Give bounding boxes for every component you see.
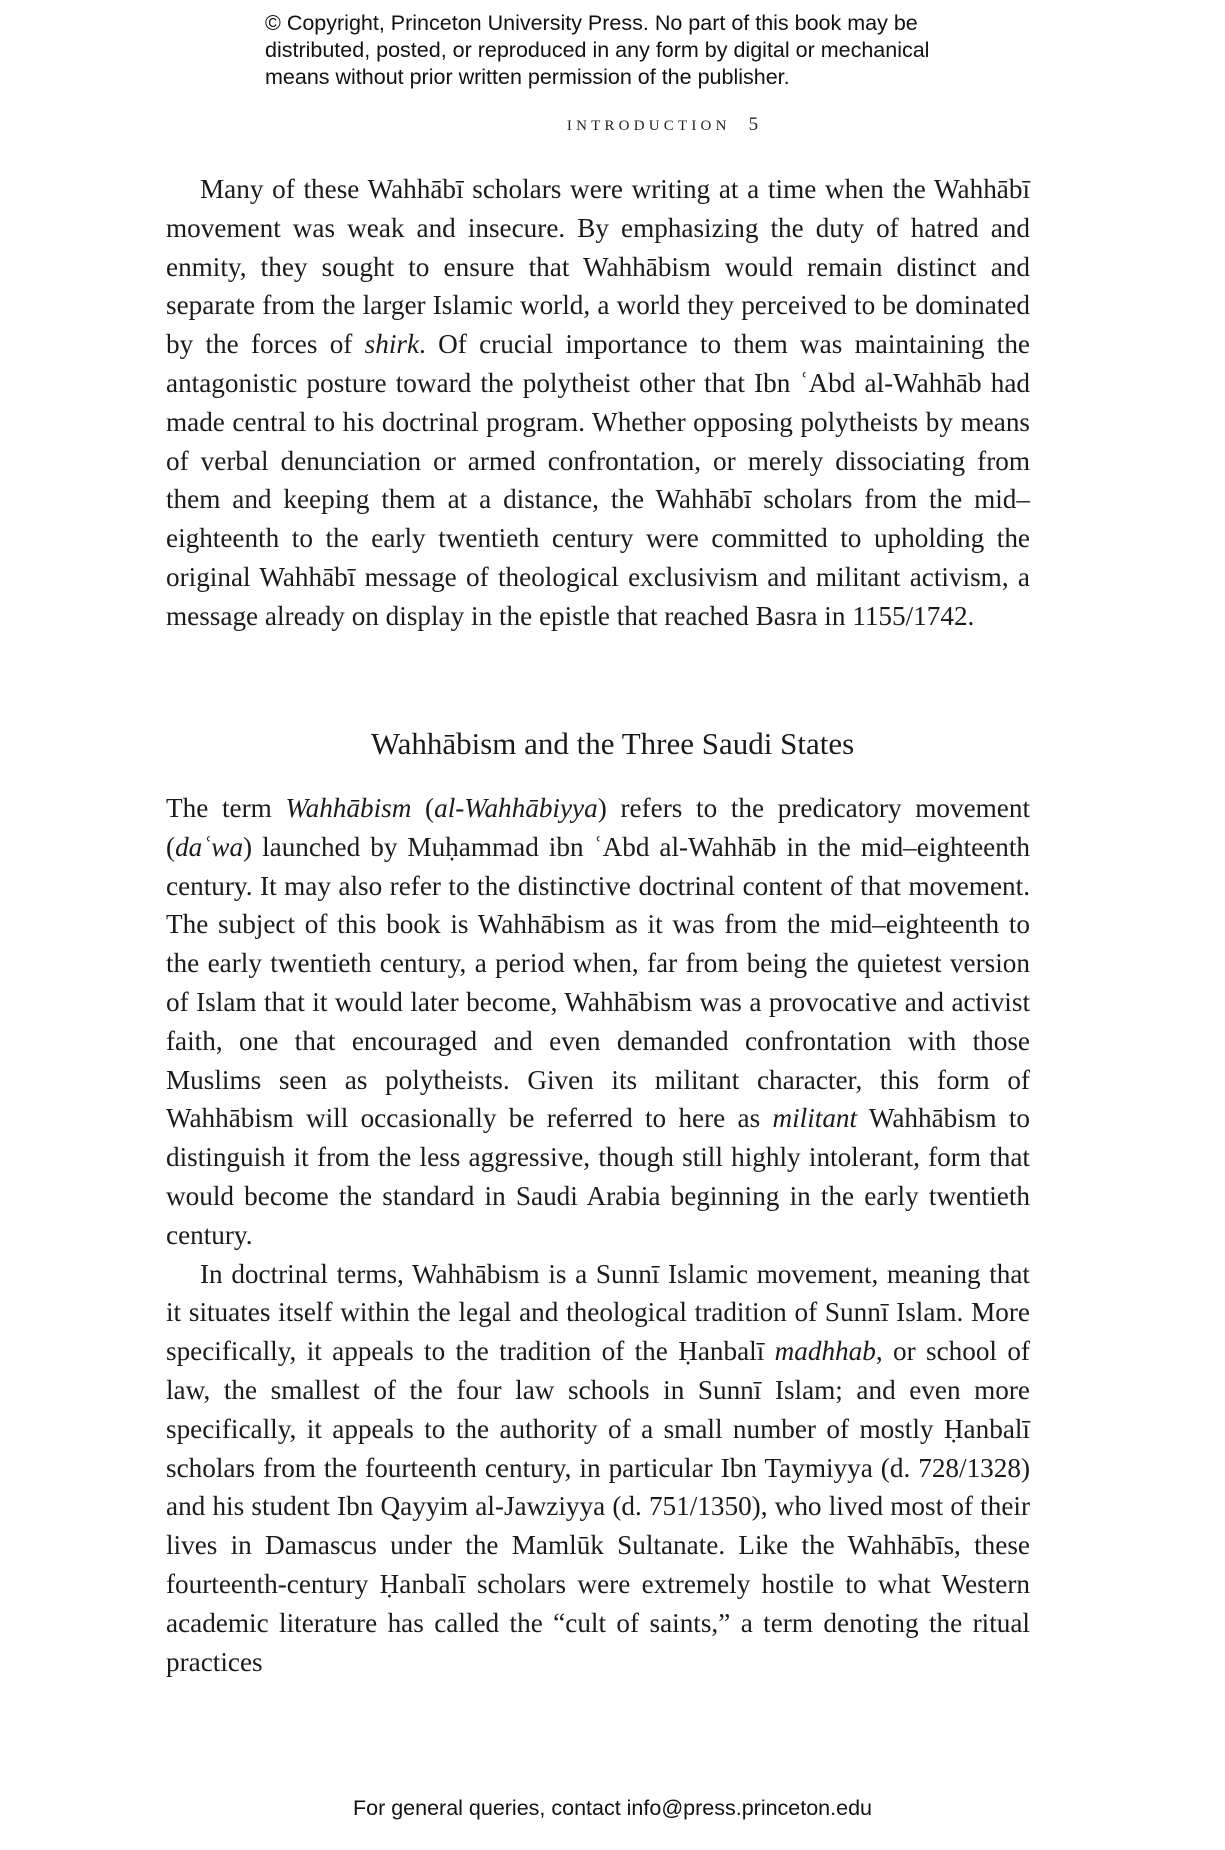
italic-term: al-Wahhābiyya bbox=[434, 793, 598, 823]
paragraph-2 bbox=[166, 789, 1030, 1255]
running-head bbox=[0, 114, 1225, 136]
body-text-bottom bbox=[166, 789, 1030, 1681]
italic-term: militant bbox=[772, 1103, 858, 1134]
running-head-title: INTRODUCTION bbox=[566, 118, 731, 134]
page-number: 5 bbox=[748, 114, 759, 135]
contact-footer: For general queries, contact info@press.princeton.edu bbox=[352, 1796, 872, 1820]
text-run: Wahhābism to distinguish it from the less aggressive, though still highly intolerant, form that would become the standard in Saudi Arabia beginning in the early twentieth century. bbox=[166, 1103, 1030, 1250]
text-run: In doctrinal terms, Wahhābism is a Sunnī Islamic movement, meaning that it situates itself within the legal and theological tradition of Sunnī Islam. More specifically, it appeals to the tradition of the Ḥanbalī bbox=[166, 1258, 1030, 1367]
section-heading: Wahhābism and the Three Saudi States bbox=[370, 726, 855, 761]
body-text-top bbox=[166, 170, 1030, 636]
text-run: ( bbox=[411, 793, 435, 823]
paragraph-1 bbox=[166, 170, 1030, 636]
text-run: ) launched by Muḥammad ibn ʿAbd al-Wahhāb in the mid–eighteenth century. It may also refer to the distinctive doctrinal content of that movement. The subject of this book is Wahhābism as it was from the mid–eighteenth to the early twentieth century, a period when, far from being the quietest version of Islam that it would later become, Wahhābism was a provocative and activist faith, one that encouraged and even demanded confrontation with those Muslims seen as polytheists. Given its militant character, this form of Wahhābism will occasionally be referred to here as bbox=[166, 831, 1030, 1134]
text-run: Many of these Wahhābī scholars were writing at a time when the Wahhābī movement was weak and insecure. By emphasizing the duty of hatred and enmity, they sought to ensure that Wahhābism would remain distinct and separate from the larger Islamic world, a world they perceived to be dominated by the forces of bbox=[166, 174, 1030, 360]
italic-term: shirk bbox=[364, 329, 420, 360]
italic-term: madhhab bbox=[774, 1336, 876, 1367]
text-run: ) refers to the predicatory movement ( bbox=[166, 793, 1030, 862]
text-run: The term bbox=[166, 793, 286, 823]
italic-term: daʿwa bbox=[175, 831, 244, 862]
text-run: , or school of law, the smallest of the four law schools in Sunnī Islam; and even more specifically, it appeals to the authority of a small number of mostly Ḥanbalī scholars from the fourteenth century, in particular Ibn Taymiyya (d. 728/1328) and his student Ibn Qayyim al-Jawziyya (d. 751/1350), who lived most of their lives in Damascus under the Mamlūk Sultanate. Like the Wahhābīs, these fourteenth-century Ḥanbalī scholars were extremely hostile to what Western academic literature has called the “cult of saints,” a term denoting the ritual practices bbox=[166, 1336, 1030, 1677]
copyright-notice: © Copyright, Princeton University Press. No part of this book may be distributed, posted, or reproduced in any form by digital or mechanical means without prior written permission of the publisher. bbox=[265, 11, 930, 89]
paragraph-3 bbox=[166, 1255, 1030, 1682]
italic-term: Wahhābism bbox=[285, 793, 412, 823]
text-run: . Of crucial importance to them was maintaining the antagonistic posture toward the polytheist other that Ibn ʿAbd al-Wahhāb had made central to his doctrinal program. Whether opposing polytheists by means of verbal denunciation or armed confrontation, or merely dissociating from them and keeping them at a distance, the Wahhābī scholars from the mid–eighteenth to the early twentieth century were committed to upholding the original Wahhābī message of theological exclusivism and militant activism, a message already on display in the epistle that reached Basra in 1155/1742. bbox=[166, 329, 1031, 631]
